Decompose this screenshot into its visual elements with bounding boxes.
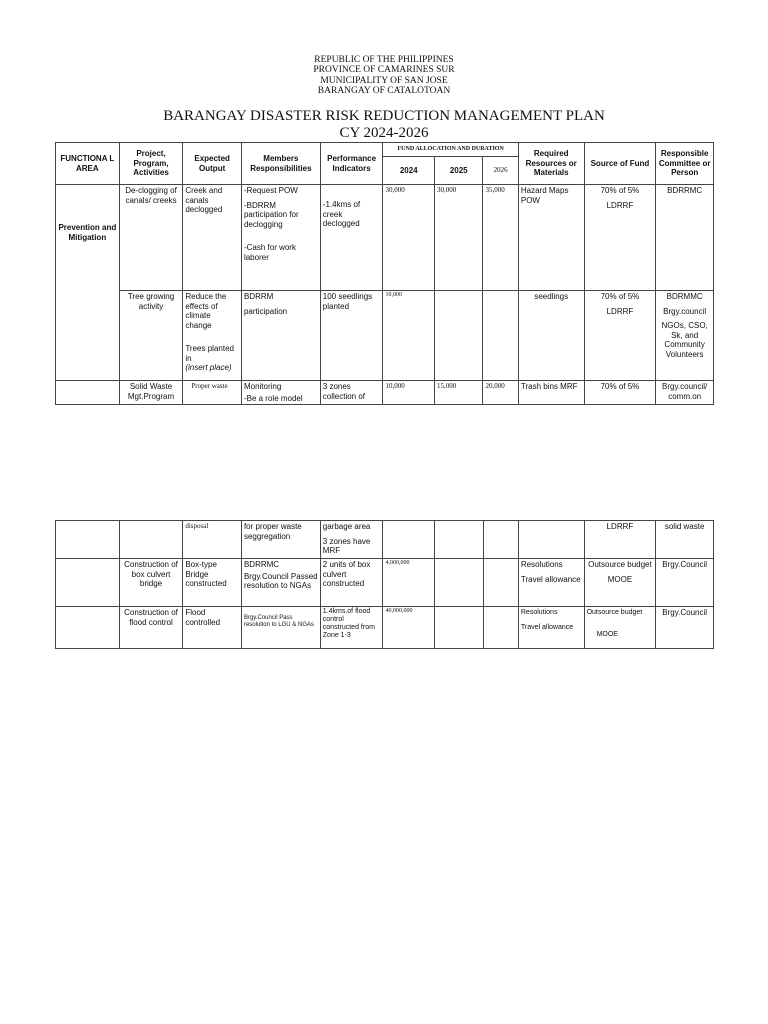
fund-2024-cell: 30,000 <box>383 185 435 291</box>
source-cell <box>584 291 656 381</box>
functional-area-cell <box>56 559 120 607</box>
output-line: Reduce the effects of climate change <box>185 292 227 330</box>
members-line: -BDRRM participation for declogging <box>243 200 299 229</box>
source-cell <box>584 559 656 607</box>
performance-text: -1.4kms of creek declogged <box>322 200 361 228</box>
resources-line: Travel allowance <box>520 574 581 584</box>
performance-line: garbage area <box>322 522 371 531</box>
members-line: -Be a role model <box>243 393 303 403</box>
fund-2026-cell <box>483 521 518 559</box>
resources-line: Resolutions <box>520 560 563 569</box>
col-year-2024: 2024 <box>383 157 435 185</box>
output-line: Trees planted in <box>185 344 234 363</box>
table-row <box>56 291 714 381</box>
source-line: 70% of 5% <box>600 292 640 301</box>
performance-cell <box>320 185 383 291</box>
fund-2026-cell <box>483 607 518 649</box>
table-row <box>56 381 714 405</box>
members-cell: Brgy.Council Pass resolution to LGU & NGAs <box>241 607 320 649</box>
source-cell <box>584 185 656 291</box>
table-row <box>56 185 714 291</box>
functional-area-cell <box>56 381 120 405</box>
col-members: Members Responsibilities <box>241 143 320 185</box>
output-cell: Flood controlled <box>183 607 242 649</box>
output-cell: disposal <box>183 521 242 559</box>
col-responsible: Responsible Committee or Person <box>656 143 714 185</box>
resources-cell: seedlings <box>518 291 584 381</box>
output-line: (insert place) <box>185 363 232 372</box>
fund-2024-cell: 40,000,000 <box>383 607 435 649</box>
header-barangay: BARANGAY OF CATALOTOAN <box>317 86 451 96</box>
source-line: MOOE <box>596 630 618 638</box>
performance-cell: 3 zones collection of <box>320 381 383 405</box>
header-province: PROVINCE OF CAMARINES SUR <box>313 65 455 75</box>
header-municipality: MUNICIPALITY OF SAN JOSE <box>320 76 448 86</box>
resources-cell: Trash bins MRF <box>518 381 584 405</box>
source-cell: 70% of 5% <box>584 381 656 405</box>
performance-cell <box>320 521 383 559</box>
plan-table-part-2 <box>55 520 714 649</box>
fund-2025-cell: 15,000 <box>434 381 483 405</box>
responsible-cell: Brgy.council/ comm.on <box>656 381 714 405</box>
source-line: 70% of 5% <box>600 186 640 195</box>
responsible-line: Brgy.council <box>663 306 707 316</box>
resources-line: Resolutions <box>520 609 558 616</box>
members-line: Monitoring <box>243 382 282 391</box>
source-line: MOOE <box>607 574 633 584</box>
responsible-cell: Brgy.Council <box>656 559 714 607</box>
col-year-2026: 2026 <box>483 157 518 185</box>
table-row <box>56 607 714 649</box>
header-republic: REPUBLIC OF THE PHILIPPINES <box>314 55 454 65</box>
plan-table-part-1 <box>55 142 714 405</box>
source-cell: LDRRF <box>584 521 656 559</box>
members-cell <box>241 291 320 381</box>
plan-years: CY 2024-2026 <box>339 125 429 141</box>
plan-title: BARANGAY DISASTER RISK REDUCTION MANAGEMENT PLAN <box>163 108 605 124</box>
responsible-cell: Brgy.Council <box>656 607 714 649</box>
output-cell: Proper waste <box>183 381 242 405</box>
source-line: LDRRF <box>606 200 634 210</box>
col-source-of-fund: Source of Fund <box>584 143 656 185</box>
project-cell: Solid Waste Mgt.Program <box>119 381 183 405</box>
source-cell <box>584 607 656 649</box>
output-cell <box>183 291 242 381</box>
performance-cell: 1.4kms.of flood control constructed from Zone 1-3 <box>320 607 383 649</box>
responsible-line: BDRMMC <box>666 292 703 301</box>
col-fund-allocation: FUND ALLOCATION AND DURATION <box>383 143 518 157</box>
col-expected-output: Expected Output <box>183 143 242 185</box>
fund-2026-cell: 35,000 <box>483 185 518 291</box>
project-cell: De-clogging of canals/ creeks <box>119 185 183 291</box>
source-line: Outsource budget <box>588 560 652 569</box>
responsible-cell: solid waste <box>656 521 714 559</box>
resources-line: Travel allowance <box>520 623 574 631</box>
members-cell <box>241 559 320 607</box>
col-performance: Performance Indicators <box>320 143 383 185</box>
resources-cell: Hazard Maps POW <box>518 185 584 291</box>
table-row <box>56 559 714 607</box>
performance-cell: 100 seedlings planted <box>320 291 383 381</box>
members-line: participation <box>243 306 288 316</box>
members-cell <box>241 185 320 291</box>
functional-area-cell <box>56 607 120 649</box>
output-cell: Creek and canals declogged <box>183 185 242 291</box>
responsible-line: NGOs, CSO, Sk, and Community Volunteers <box>661 321 708 359</box>
members-line: BDRRM <box>243 292 274 301</box>
resources-cell <box>518 521 584 559</box>
resources-cell <box>518 607 584 649</box>
fund-2025-cell: 30,000 <box>434 185 483 291</box>
fund-2025-cell <box>434 291 483 381</box>
responsible-cell: BDRRMC <box>656 185 714 291</box>
resources-cell <box>518 559 584 607</box>
performance-cell: 2 units of box culvert constructed <box>320 559 383 607</box>
members-line: -Request POW <box>243 186 298 195</box>
col-project: Project, Program, Activities <box>119 143 183 185</box>
fund-2025-cell <box>434 559 483 607</box>
project-cell: Construction of box culvert bridge <box>119 559 183 607</box>
fund-2024-cell: 10,000 <box>383 291 435 381</box>
fund-2024-cell: 4,000,000 <box>383 559 435 607</box>
responsible-cell <box>656 291 714 381</box>
fund-2024-cell <box>383 521 435 559</box>
fund-2026-cell: 20,000 <box>483 381 518 405</box>
performance-line: 3 zones have MRF <box>322 536 371 555</box>
members-line: BDRRMC <box>243 560 280 569</box>
fund-2025-cell <box>434 521 483 559</box>
fund-2026-cell <box>483 559 518 607</box>
members-cell: for proper waste seggregation <box>241 521 320 559</box>
source-line: Outsource budget <box>586 609 643 616</box>
functional-area-cell <box>56 521 120 559</box>
project-cell: Construction of flood control <box>119 607 183 649</box>
members-cell <box>241 381 320 405</box>
col-resources: Required Resources or Materials <box>518 143 584 185</box>
output-cell: Box-type Bridge constructed <box>183 559 242 607</box>
project-cell <box>119 521 183 559</box>
col-functional-area: FUNCTIONA L AREA <box>56 143 120 185</box>
col-year-2025: 2025 <box>434 157 483 185</box>
members-line: -Cash for work laborer <box>243 243 296 262</box>
fund-2026-cell <box>483 291 518 381</box>
functional-area-cell: Prevention and Mitigation <box>56 185 120 381</box>
fund-2025-cell <box>434 607 483 649</box>
project-cell: Tree growing activity <box>119 291 183 381</box>
fund-2024-cell: 10,000 <box>383 381 435 405</box>
members-line: Brgy.Council Passed resolution to NGAs <box>243 571 318 590</box>
source-line: LDRRF <box>606 306 634 316</box>
table-row <box>56 521 714 559</box>
